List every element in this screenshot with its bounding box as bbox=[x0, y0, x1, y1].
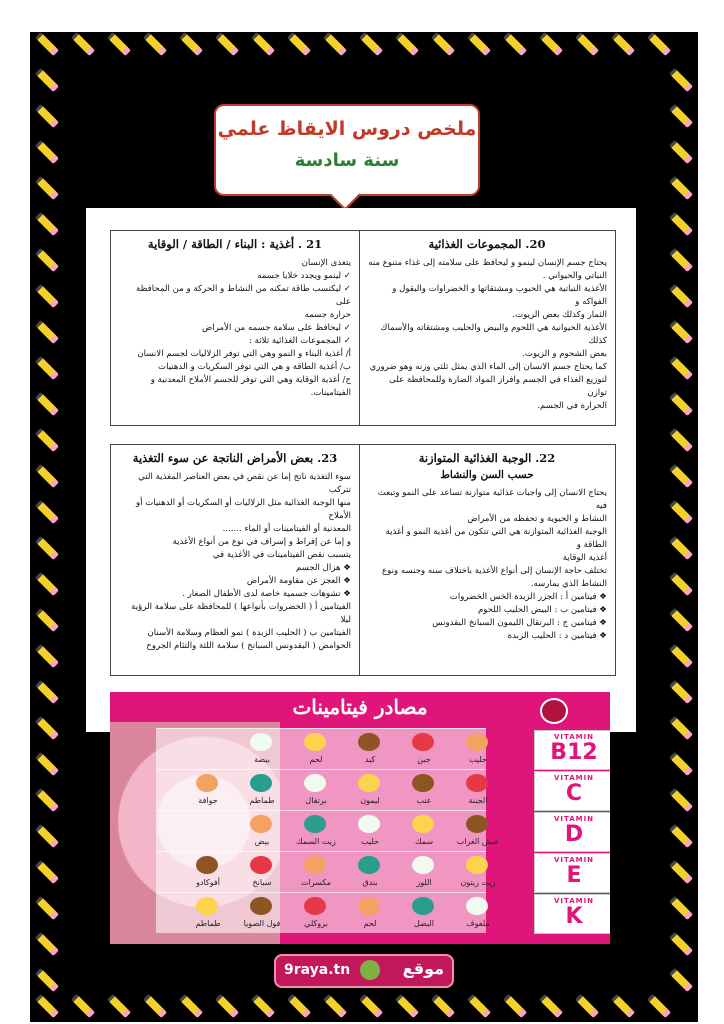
pencil-icon bbox=[35, 356, 59, 380]
pencil-icon bbox=[669, 536, 693, 560]
food-label: عيش الغراب bbox=[456, 837, 500, 846]
food-icon bbox=[466, 815, 488, 833]
vitamin-word: VITAMIN bbox=[553, 897, 595, 905]
pencil-icon bbox=[35, 176, 59, 200]
vitamin-row-d bbox=[156, 810, 500, 851]
pencil-icon bbox=[35, 644, 59, 668]
lesson-line: ❖ تشوهات جسمية خاصة لدى الأطفال الصغار . bbox=[182, 589, 351, 599]
food-icon bbox=[250, 815, 272, 833]
pencil-icon bbox=[669, 428, 693, 452]
pencil-icon bbox=[539, 32, 563, 56]
title-main: ملخص دروس الايقاظ علمي bbox=[217, 118, 477, 140]
food-label: جبن bbox=[417, 755, 431, 764]
pencil-icon bbox=[35, 536, 59, 560]
pencil-icon bbox=[35, 788, 59, 812]
pencil-icon bbox=[323, 32, 347, 56]
food-label: بيض bbox=[254, 837, 270, 846]
food-icon bbox=[358, 774, 380, 792]
poster-title: مصادر فيتامينات bbox=[292, 695, 428, 719]
vitamin-label-k bbox=[534, 894, 610, 934]
food-label: سبانخ bbox=[252, 878, 272, 887]
pencil-icon bbox=[503, 994, 527, 1018]
food-icon bbox=[196, 774, 218, 792]
pencil-icon bbox=[143, 994, 167, 1018]
food-icon bbox=[466, 856, 488, 874]
pencil-icon bbox=[287, 32, 311, 56]
lesson-line: يتسبب نقص الفيتامينات في الأغذية في bbox=[212, 550, 351, 560]
vitamin-row-c bbox=[156, 769, 486, 810]
lesson-line: النشاط الذي يمارسه. bbox=[530, 579, 607, 589]
pencil-icon bbox=[35, 32, 59, 56]
food-icon bbox=[304, 897, 326, 915]
vitamin-letter: B12 bbox=[550, 740, 598, 765]
food-label: مكسرات bbox=[300, 878, 331, 887]
food-icon bbox=[412, 897, 434, 915]
vitamin-word: VITAMIN bbox=[553, 733, 595, 741]
lesson-22-box bbox=[358, 444, 616, 676]
lesson-heading: 21 . أغذية : البناء / الطاقة / الوقاية bbox=[147, 237, 323, 251]
food-icon bbox=[196, 856, 218, 874]
lesson-heading: 20. المجموعات الغذائية bbox=[428, 237, 546, 251]
lesson-summary-sheet bbox=[86, 208, 636, 732]
pencil-icon bbox=[287, 994, 311, 1018]
lesson-line: يتغذى الإنسان bbox=[301, 258, 351, 268]
lesson-20-box bbox=[358, 230, 616, 426]
vitamin-label-d bbox=[534, 812, 610, 852]
pencil-icon bbox=[539, 994, 563, 1018]
pencil-icon bbox=[71, 994, 95, 1018]
pencil-icon bbox=[669, 608, 693, 632]
pencil-icon bbox=[35, 932, 59, 956]
food-label: كبد bbox=[364, 755, 376, 764]
lesson-line: الحوامض ( البقدونس السبانخ ) سلامة اللثة والتئام الجروح bbox=[146, 641, 351, 651]
food-icon bbox=[358, 733, 380, 751]
pencil-icon bbox=[669, 860, 693, 884]
pencil-icon bbox=[467, 32, 491, 56]
vitamin-sources-poster bbox=[110, 692, 610, 944]
food-icon bbox=[466, 897, 488, 915]
pencil-icon bbox=[669, 104, 693, 128]
pencil-icon bbox=[35, 824, 59, 848]
lesson-text bbox=[367, 257, 607, 413]
vitamin-food-grid bbox=[156, 728, 598, 934]
pencil-icon bbox=[467, 994, 491, 1018]
pencil-icon bbox=[669, 140, 693, 164]
pencil-icon bbox=[251, 32, 275, 56]
pencil-icon bbox=[395, 994, 419, 1018]
food-label: بروكلي bbox=[304, 919, 328, 928]
lesson-line: ✓ المجموعات الغذائية ثلاثة : bbox=[249, 336, 351, 346]
lesson-line: النشاط و الحيوية و تحفظه من الأمراض bbox=[467, 514, 607, 524]
food-icon bbox=[250, 856, 272, 874]
pencil-icon bbox=[143, 32, 167, 56]
lesson-line: ب/ أغذية الطاقة و هي التي توفر السكريات و الدهنيات bbox=[158, 362, 351, 372]
vitamin-word: VITAMIN bbox=[553, 856, 595, 864]
food-icon bbox=[304, 774, 326, 792]
pencil-icon bbox=[35, 572, 59, 596]
pencil-icon bbox=[669, 176, 693, 200]
pencil-icon bbox=[669, 500, 693, 524]
pencil-icon bbox=[611, 32, 635, 56]
pencil-icon bbox=[179, 32, 203, 56]
lesson-line: ❖ العجز عن مقاومة الأمراض bbox=[246, 576, 351, 586]
pencil-icon bbox=[35, 608, 59, 632]
food-label: بيضة bbox=[254, 755, 270, 764]
pencil-icon bbox=[107, 32, 131, 56]
lesson-line: ❖ فيتامين ج : البرتقال الليمون السبانخ البقدونس bbox=[432, 618, 607, 628]
pencil-icon bbox=[503, 32, 527, 56]
lesson-line: ج/ أغذية الوقاية وهي التي توفر للجسم الأملاح المعدنية و الفيتامينات. bbox=[150, 375, 351, 398]
food-label: برتقال bbox=[305, 796, 327, 805]
food-label: طماطم bbox=[249, 796, 275, 805]
lesson-line: المعدنية أو الفيتامينات أو الماء ....... bbox=[222, 524, 351, 534]
pencil-icon bbox=[35, 104, 59, 128]
tree-icon bbox=[360, 960, 380, 980]
pencil-icon bbox=[35, 68, 59, 92]
food-label: الجبنة bbox=[468, 796, 488, 805]
food-label: لحم bbox=[363, 919, 377, 928]
lesson-line: كما يحتاج جسم الانسان إلى الماء الذي يمثل ثلثي وزنه وهو ضروري bbox=[369, 362, 607, 372]
lesson-line: الفيتامين أ ( الخضروات بأنواعها ) للمحافظة على سلامة الرؤية ليلا bbox=[131, 602, 351, 625]
food-icon bbox=[304, 815, 326, 833]
lesson-line: الأغذية الحيوانية هي اللحوم والبيض والحليب ومشتقاته والأسماك كذلك bbox=[380, 323, 607, 346]
food-icon bbox=[304, 856, 326, 874]
food-icon bbox=[412, 774, 434, 792]
vitamin-label-c bbox=[534, 771, 610, 811]
pencil-icon bbox=[669, 680, 693, 704]
pencil-icon bbox=[669, 968, 693, 992]
food-icon bbox=[358, 856, 380, 874]
vitamin-word: VITAMIN bbox=[553, 774, 595, 782]
logo-text-en: 9raya.tn bbox=[284, 962, 351, 978]
food-icon bbox=[250, 897, 272, 915]
vitamin-row-k bbox=[156, 892, 490, 933]
food-label: زيت زيتون bbox=[460, 878, 496, 887]
pencil-icon bbox=[669, 392, 693, 416]
pencil-icon bbox=[35, 392, 59, 416]
lesson-line: يحتاج جسم الإنسان لينمو و ليحافظ على سلامته إلى غذاء متنوع منه bbox=[368, 258, 607, 268]
pencil-icon bbox=[35, 140, 59, 164]
pencil-icon bbox=[669, 752, 693, 776]
lesson-line: الأغذية النباتية هي الحبوب ومشتقاتها و الخضراوات والبقول و الفواكه و bbox=[392, 284, 607, 307]
food-label: اللوز bbox=[416, 878, 432, 887]
title-grade: سنة سادسة bbox=[294, 150, 400, 171]
pencil-icon bbox=[35, 860, 59, 884]
pencil-icon bbox=[431, 32, 455, 56]
lesson-line: ✓ لينمو ويجدد خلايا جسمه bbox=[257, 271, 351, 281]
food-label: حليب bbox=[469, 755, 487, 764]
pencil-icon bbox=[35, 752, 59, 776]
pencil-icon bbox=[35, 320, 59, 344]
lesson-line: و إما عن إفراط و إسراف في نوع من أنواع الأغذية bbox=[172, 537, 351, 547]
vitamin-word: VITAMIN bbox=[553, 815, 595, 823]
pencil-icon bbox=[35, 680, 59, 704]
pencil-icon bbox=[669, 644, 693, 668]
lesson-line: حرارة جسمه bbox=[304, 310, 351, 320]
vitamin-label-b12 bbox=[534, 730, 610, 770]
lesson-line: ✓ ليكتسب طاقة تمكنه من النشاط و الحركة و من المحافظة على bbox=[136, 284, 351, 307]
food-label: ليمون bbox=[360, 796, 380, 805]
lesson-line: النباتي والحيواني . bbox=[542, 271, 607, 281]
lesson-line: سوء التغذية ناتج إما عن نقص في بعض العناصر المغذية التي تتركب bbox=[138, 472, 351, 495]
lesson-line: أ/ أغذية البناء و النمو وهي التي توفر الزلاليات لجسم الانسان bbox=[137, 349, 351, 359]
pencil-icon bbox=[669, 788, 693, 812]
lesson-line: الثمار وكذلك بعض الزيوت. bbox=[512, 310, 607, 320]
lesson-subheading: حسب السن والنشاط bbox=[440, 469, 534, 481]
pencil-icon bbox=[669, 212, 693, 236]
pencil-icon bbox=[35, 464, 59, 488]
food-label: طماطم bbox=[195, 919, 221, 928]
food-icon bbox=[358, 897, 380, 915]
food-label: أفوكادو bbox=[196, 878, 220, 887]
lesson-line: ✓ ليحافظ على سلامة جسمه من الأمراض bbox=[201, 323, 351, 333]
pencil-icon bbox=[35, 994, 59, 1018]
pencil-icon bbox=[669, 248, 693, 272]
pencil-icon bbox=[575, 32, 599, 56]
pencil-icon bbox=[215, 32, 239, 56]
pencil-icon bbox=[35, 968, 59, 992]
lesson-line: لتوزيع الغذاء في الجسم وافراز المواد الضارة وللمحافظة على توازن bbox=[389, 375, 607, 398]
pomegranate-icon bbox=[540, 698, 568, 724]
food-icon bbox=[250, 733, 272, 751]
food-label: بندق bbox=[362, 878, 378, 887]
lesson-line: ❖ فيتامين أ : الجزر الزبدة الخس الخضروات bbox=[449, 592, 607, 602]
food-icon bbox=[412, 856, 434, 874]
lesson-line: بعض الشحوم و الزيوت. bbox=[522, 349, 607, 359]
vitamin-letter: K bbox=[565, 904, 583, 929]
pencil-icon bbox=[647, 32, 671, 56]
pencil-icon bbox=[647, 994, 671, 1018]
lesson-heading: 23. بعض الأمراض الناتجة عن سوء التغذية bbox=[132, 451, 338, 465]
pencil-icon bbox=[669, 896, 693, 920]
pencil-icon bbox=[35, 284, 59, 308]
lesson-line: الوجبة الغذائية المتوازنة هي التي تتكون من أغذية النمو و أغذية الطاقة و bbox=[385, 527, 607, 550]
lesson-23-box bbox=[110, 444, 360, 676]
food-icon bbox=[250, 774, 272, 792]
pencil-icon bbox=[669, 284, 693, 308]
food-icon bbox=[196, 897, 218, 915]
pencil-icon bbox=[251, 994, 275, 1018]
logo-text-ar: موقع bbox=[402, 959, 444, 978]
vitamin-letter: D bbox=[564, 822, 584, 847]
site-logo[interactable] bbox=[274, 954, 454, 988]
food-label: ملفوف bbox=[466, 919, 490, 928]
lesson-text bbox=[119, 471, 351, 653]
pencil-icon bbox=[669, 320, 693, 344]
lesson-line: الفيتامين ب ( الحليب الزبدة ) نمو العظام وسلامة الأسنان bbox=[147, 628, 351, 638]
pencil-icon bbox=[575, 994, 599, 1018]
lesson-text bbox=[367, 487, 607, 643]
pencil-icon bbox=[35, 248, 59, 272]
lesson-line: ❖ فيتامين د : الحليب الزبدة bbox=[507, 631, 607, 641]
pencil-icon bbox=[669, 68, 693, 92]
food-label: فول الصويا bbox=[243, 919, 281, 928]
food-label: سمك bbox=[414, 837, 434, 846]
pencil-icon bbox=[669, 572, 693, 596]
pencil-icon bbox=[669, 464, 693, 488]
lesson-line: تختلف حاجة الإنسان إلى أنواع الأغذية باختلاف سنه وجنسه ونوع bbox=[382, 566, 607, 576]
food-icon bbox=[358, 815, 380, 833]
vitamin-row-b12 bbox=[156, 728, 486, 769]
food-icon bbox=[466, 733, 488, 751]
vitamin-letter: C bbox=[565, 781, 583, 806]
lesson-heading: 22. الوجبة الغذائية المتوازنة bbox=[418, 451, 556, 465]
pencil-icon bbox=[71, 32, 95, 56]
food-icon bbox=[304, 733, 326, 751]
food-icon bbox=[412, 815, 434, 833]
pencil-icon bbox=[35, 212, 59, 236]
pencil-icon bbox=[669, 824, 693, 848]
pencil-icon bbox=[215, 994, 239, 1018]
lesson-line: منها الوجبة الغذائية مثل الزلاليات أو السكريات أو الدهنيات أو الأملاح bbox=[135, 498, 351, 521]
pencil-icon bbox=[431, 994, 455, 1018]
pencil-icon bbox=[323, 994, 347, 1018]
vitamin-letter: E bbox=[566, 863, 582, 888]
title-bubble bbox=[214, 104, 480, 196]
vitamin-label-e bbox=[534, 853, 610, 893]
food-label: لحم bbox=[309, 755, 323, 764]
pencil-icon bbox=[359, 32, 383, 56]
pencil-icon bbox=[35, 896, 59, 920]
food-label: البصل bbox=[413, 919, 435, 928]
pencil-icon bbox=[35, 500, 59, 524]
lesson-line: أغذية الوقاية bbox=[562, 553, 607, 563]
pencil-icon bbox=[669, 932, 693, 956]
lesson-line: يحتاج الانسان إلى واجبات غذائية متوازنة تساعد على النمو وتبعث فيه bbox=[377, 488, 607, 511]
lesson-line: ❖ هزال الجسم bbox=[295, 563, 351, 573]
food-label: زيت السمك bbox=[296, 837, 336, 846]
pencil-icon bbox=[669, 356, 693, 380]
food-label: حليب bbox=[361, 837, 379, 846]
pencil-icon bbox=[359, 994, 383, 1018]
pencil-icon bbox=[669, 716, 693, 740]
lesson-line: ❖ فيتامين ب : البيض الحليب اللحوم bbox=[477, 605, 607, 615]
pencil-icon bbox=[611, 994, 635, 1018]
pencil-icon bbox=[107, 994, 131, 1018]
pencil-icon bbox=[35, 716, 59, 740]
lesson-21-box bbox=[110, 230, 360, 426]
food-label: جوافة bbox=[198, 796, 218, 805]
food-icon bbox=[466, 774, 488, 792]
lesson-line: الحرارة في الجسم. bbox=[537, 401, 607, 411]
vitamin-row-e bbox=[156, 851, 496, 892]
pencil-icon bbox=[179, 994, 203, 1018]
pencil-icon bbox=[35, 428, 59, 452]
lesson-text bbox=[119, 257, 351, 400]
food-label: عنب bbox=[416, 796, 432, 805]
pencil-icon bbox=[395, 32, 419, 56]
food-icon bbox=[412, 733, 434, 751]
